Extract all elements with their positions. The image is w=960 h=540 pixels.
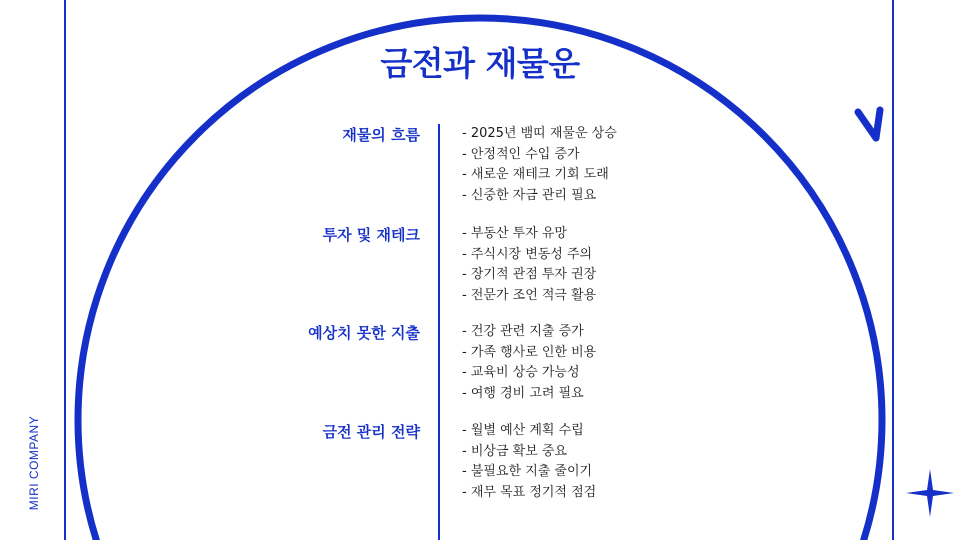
list-item: - 재무 목표 정기적 점검 [462, 484, 597, 500]
list-item: - 가족 행사로 인한 비용 [462, 344, 597, 360]
list-item: - 교육비 상승 가능성 [462, 365, 580, 380]
brand-vertical-text [24, 408, 44, 518]
list-item: - 불필요한 지출 줄이기 [462, 464, 593, 479]
section-label-investment: 투자 및 재테크 [322, 226, 420, 244]
section-list-money-strategy [462, 421, 762, 503]
section-label-wealth-flow: 재물의 흐름 [342, 126, 420, 144]
list-item: - 전문가 조언 적극 활용 [462, 287, 597, 303]
brand-name: MIRI COMPANY [27, 415, 41, 511]
list-item: - 신중한 자금 관리 필요 [462, 187, 597, 203]
list-item: - 2025년 뱀띠 재물운 상승 [462, 126, 617, 141]
page-title: 금전과 재물운 [380, 44, 580, 83]
section-list-unexpected-expenses [462, 322, 762, 404]
list-item: - 비상금 확보 중요 [462, 443, 567, 459]
list-item: - 여행 경비 고려 필요 [462, 385, 584, 401]
list-item: - 건강 관련 지출 증가 [462, 324, 584, 339]
section-label-unexpected-expenses: 예상치 못한 지출 [308, 324, 420, 342]
list-item: - 월별 예산 계획 수립 [462, 423, 584, 438]
list-item: - 주식시장 변동성 주의 [462, 246, 593, 262]
list-item: - 새로운 재테크 기회 도래 [462, 167, 609, 182]
arrowhead-icon [858, 110, 880, 138]
section-list-wealth-flow [462, 124, 762, 206]
list-item: - 안정적인 수입 증가 [462, 146, 580, 162]
list-item: - 부동산 투자 유망 [462, 226, 567, 241]
sparkle-star-icon [906, 469, 954, 517]
section-label-money-strategy: 금전 관리 전략 [322, 423, 420, 441]
section-list-investment [462, 224, 762, 306]
list-item: - 장기적 관점 투자 권장 [462, 267, 597, 282]
